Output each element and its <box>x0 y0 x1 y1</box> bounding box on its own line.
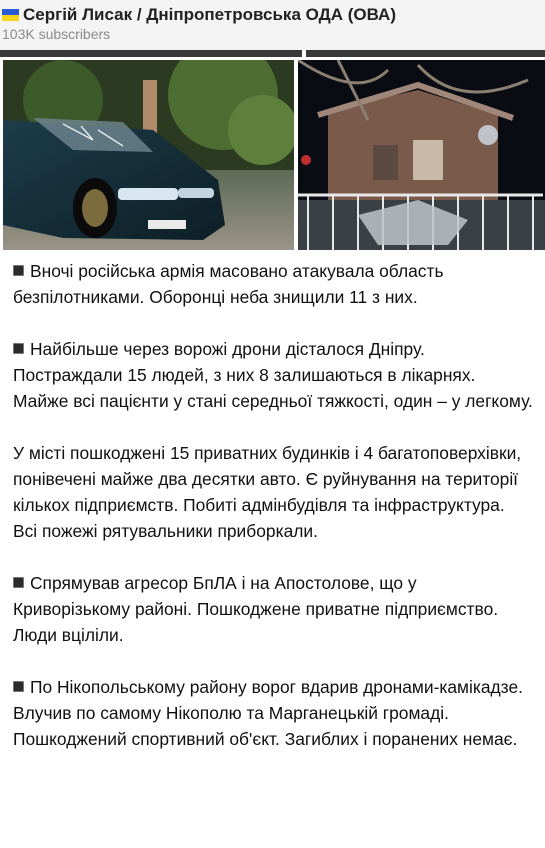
post-paragraph <box>13 336 533 414</box>
black-square-bullet-icon <box>13 681 24 692</box>
paragraph-text: У місті пошкоджені 15 приватних будинків і 4 багатоповерхівки, понівечені майже два десятки авто. Є руйнування на території кількох підприємств. Побиті адмінбудівля та інфраструктура. Всі пожежі рятувальники приборкали. <box>13 443 522 541</box>
paragraph-text: Вночі російська армія масовано атакувала область безпілотниками. Оборонці неба знищили 11 з них. <box>13 261 444 307</box>
paragraph-text: По Нікопольському району ворог вдарив дронами-камікадзе. Влучив по самому Нікополю та Марганецькій громаді. Пошкоджений спортивний об'єкт. Загиблих і поранених немає. <box>13 677 523 749</box>
post-paragraph <box>13 674 533 752</box>
ukraine-flag-icon <box>2 9 19 21</box>
damaged-house-photo[interactable] <box>298 60 545 250</box>
black-square-bullet-icon <box>13 265 24 276</box>
black-square-bullet-icon <box>13 577 24 588</box>
media-grid <box>0 57 545 250</box>
post-paragraph <box>13 440 533 544</box>
channel-title[interactable]: Сергій Лисак / Дніпропетровська ОДА (ОВА) <box>23 5 396 24</box>
damaged-car-photo[interactable] <box>3 60 294 250</box>
post-paragraph <box>13 570 533 648</box>
previous-media-edge-right <box>306 50 545 57</box>
post-text <box>13 258 533 752</box>
paragraph-text: Спрямував агресор БпЛА і на Апостолове, що у Криворізькому районі. Пошкоджене приватне підприємство. Люди вціліли. <box>13 573 499 645</box>
black-square-bullet-icon <box>13 343 24 354</box>
channel-header[interactable] <box>0 0 545 50</box>
post-paragraph <box>13 258 533 310</box>
channel-title-row[interactable] <box>2 5 396 25</box>
paragraph-text: Найбільше через ворожі дрони дісталося Дніпру. Постраждали 15 людей, з них 8 залишаються в лікарнях. Майже всі пацієнти у стані середньої тяжкості, один – у легкому. <box>13 339 533 411</box>
subscriber-count: 103K subscribers <box>2 26 111 42</box>
previous-media-edge <box>0 50 302 57</box>
